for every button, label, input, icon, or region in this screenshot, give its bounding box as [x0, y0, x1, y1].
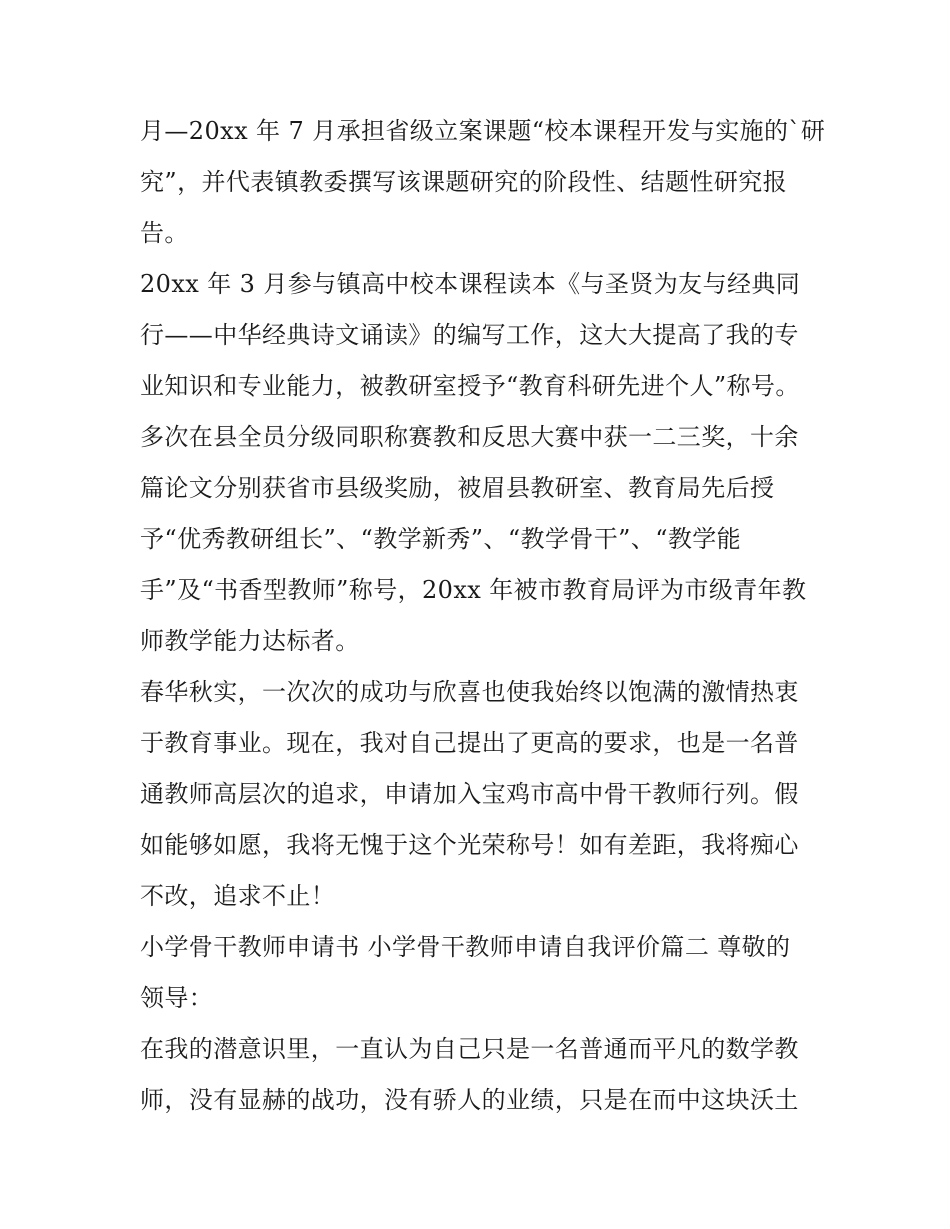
text-line: 手”及“书香型教师”称号，20xx 年被市教育局评为市级青年教 — [140, 576, 807, 604]
text-line: 篇论文分别获省市县级奖励，被眉县教研室、教育局先后授 — [140, 474, 775, 502]
text-line: 多次在县全员分级同职称赛教和反思大赛中获一二三奖，十余 — [140, 423, 799, 451]
text-line: 师，没有显赫的战功，没有骄人的业绩，只是在而中这块沃土 — [140, 1086, 799, 1114]
text-line: 业知识和专业能力，被教研室授予“教育科研先进个人”称号。 — [140, 372, 800, 400]
text-line: 小学骨干教师申请书 小学骨干教师申请自我评价篇二 尊敬的 — [140, 933, 791, 961]
text-line: 如能够如愿，我将无愧于这个光荣称号！如有差距，我将痴心 — [140, 831, 799, 859]
text-line: 在我的潜意识里，一直认为自己只是一名普通而平凡的数学教 — [140, 1035, 799, 1063]
text-line: 行——中华经典诗文诵读》的编写工作，这大大提高了我的专 — [140, 321, 799, 349]
text-line: 领导： — [140, 984, 214, 1012]
text-line: 不改，追求不止！ — [140, 882, 336, 910]
text-line: 师教学能力达标者。 — [140, 627, 360, 655]
text-line: 月—20xx 年 7 月承担省级立案课题“校本课程开发与实施的`研 — [140, 117, 826, 145]
text-line: 春华秋实，一次次的成功与欣喜也使我始终以饱满的激情热衷 — [140, 678, 799, 706]
text-line: 通教师高层次的追求，申请加入宝鸡市高中骨干教师行列。假 — [140, 780, 799, 808]
document-body — [140, 106, 826, 1126]
text-line: 20xx 年 3 月参与镇高中校本课程读本《与圣贤为友与经典同 — [140, 270, 801, 298]
text-line: 究”，并代表镇教委撰写该课题研究的阶段性、结题性研究报 — [140, 168, 788, 196]
text-line: 予“优秀教研组长”、“教学新秀”、“教学骨干”、“教学能 — [140, 525, 742, 553]
text-line: 告。 — [140, 219, 189, 247]
text-line: 于教育事业。现在，我对自己提出了更高的要求，也是一名普 — [140, 729, 799, 757]
